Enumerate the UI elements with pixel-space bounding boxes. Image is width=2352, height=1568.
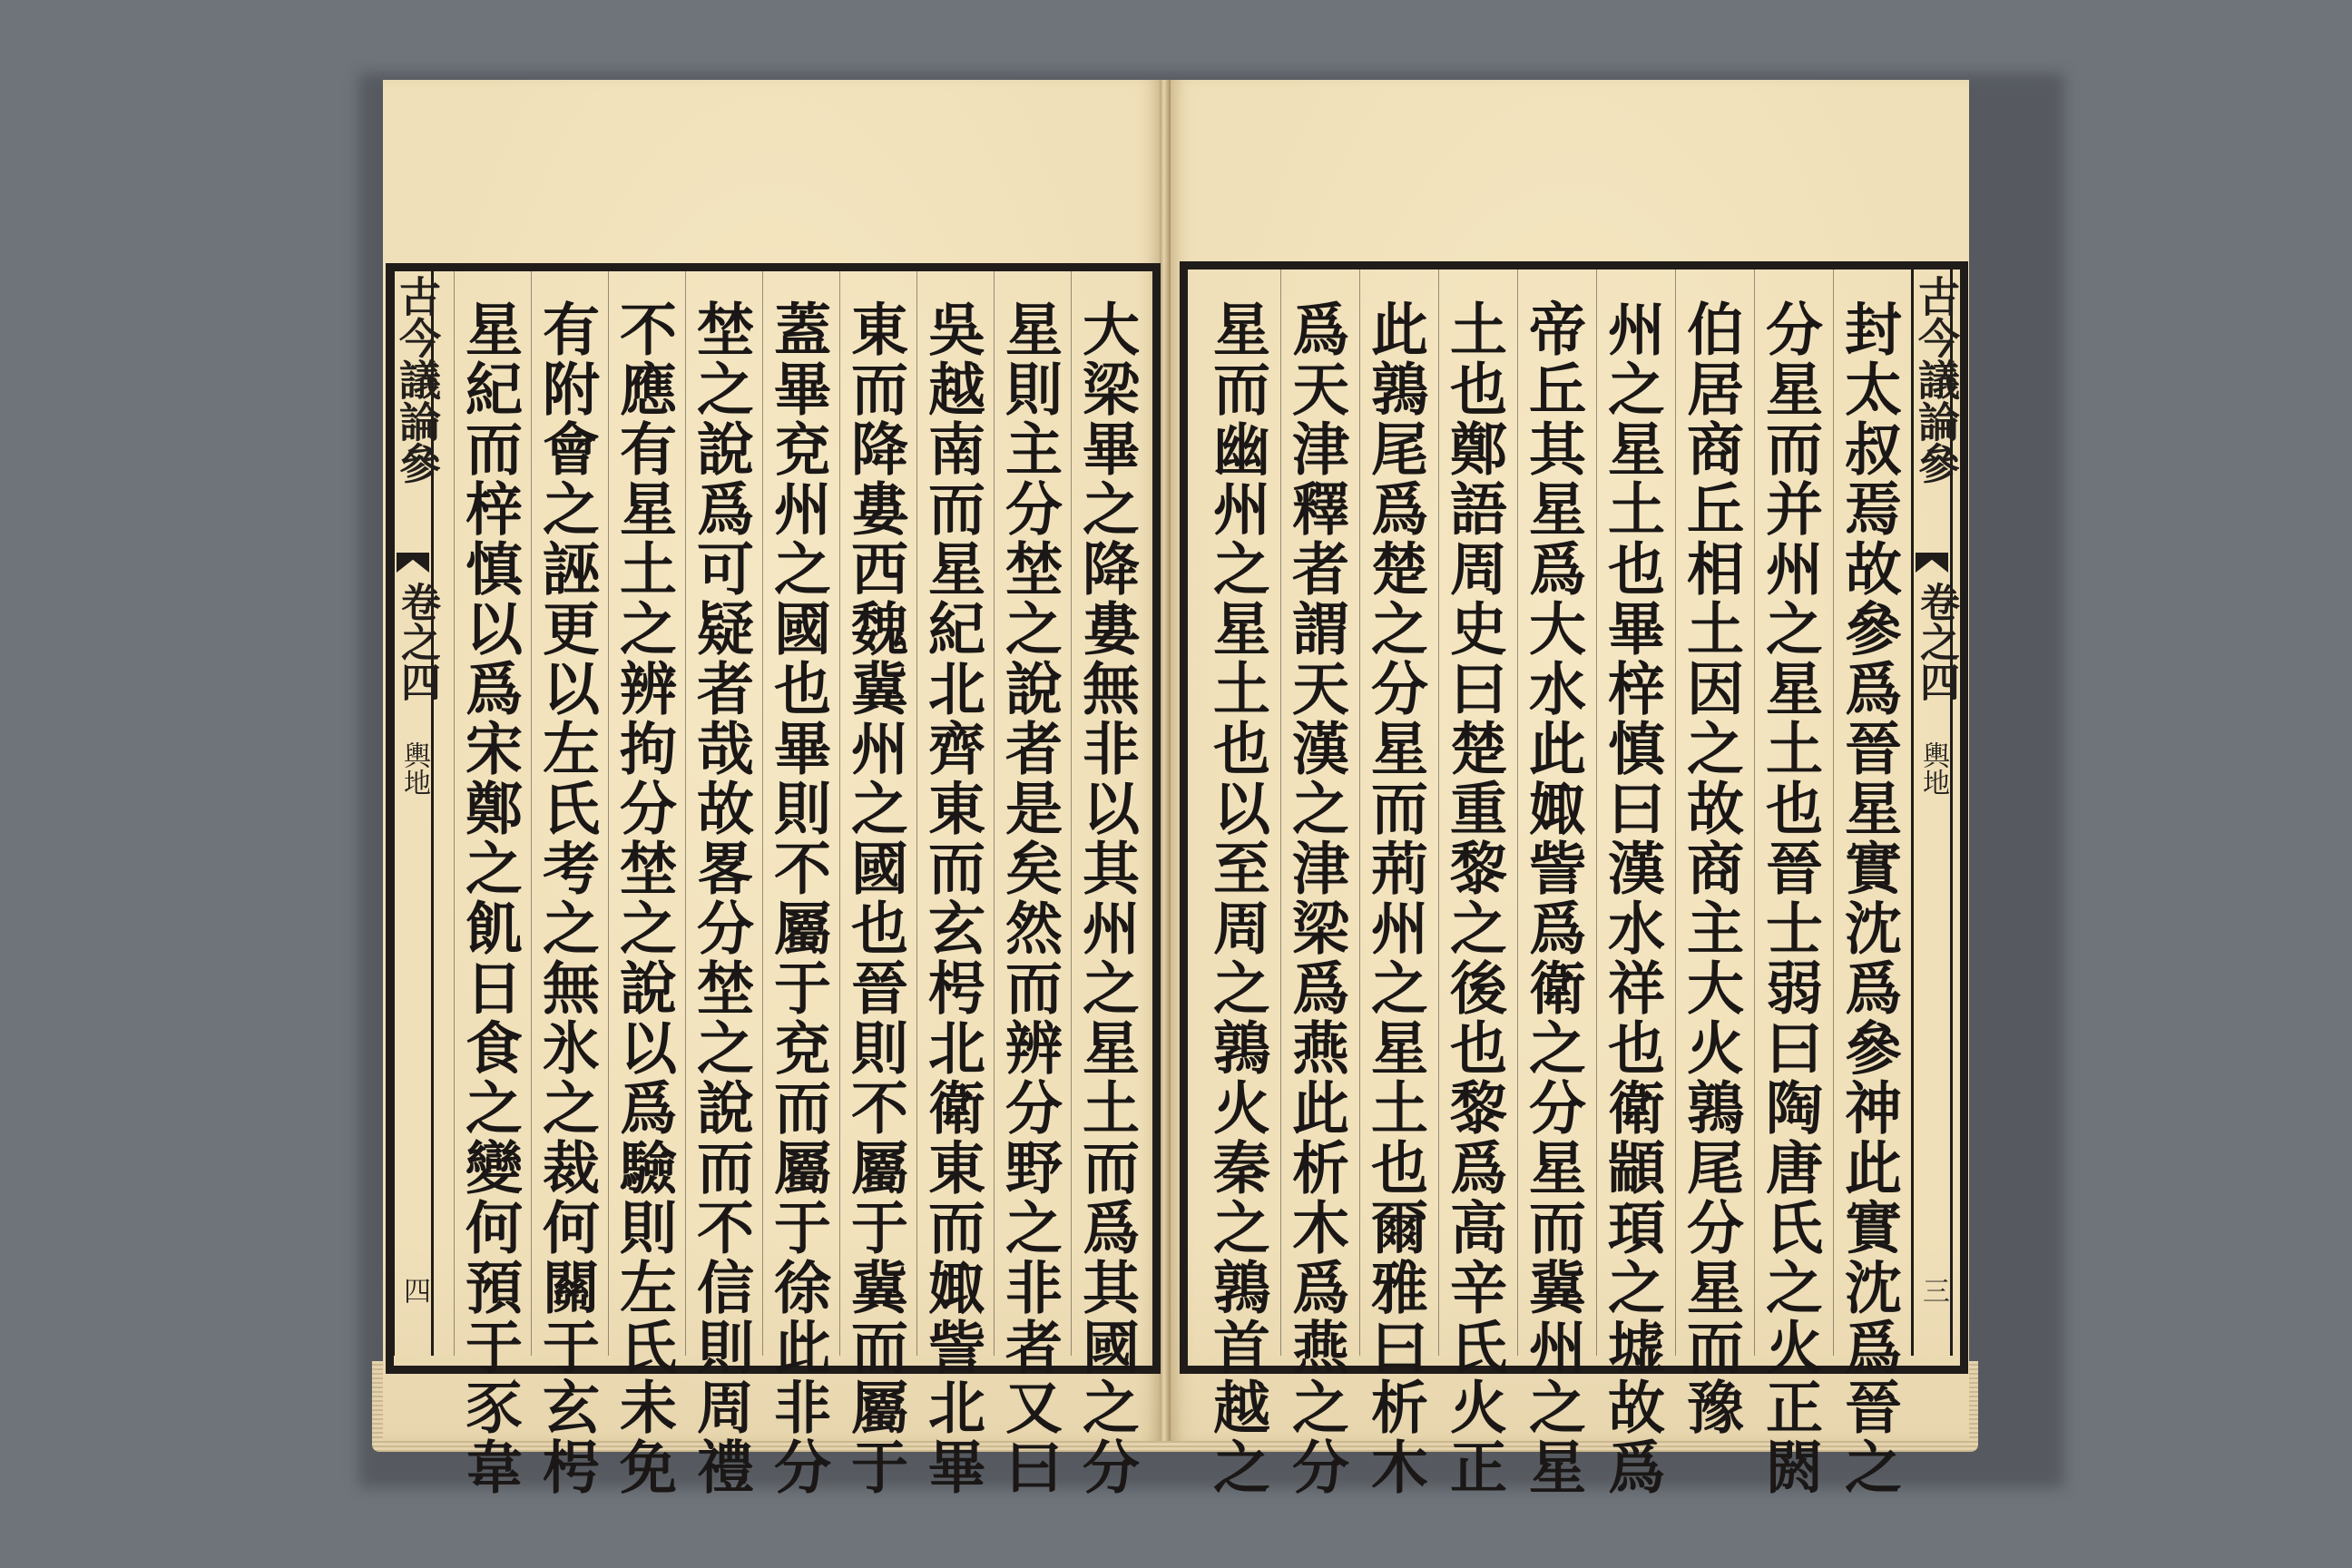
volume-label: 卷之四 [1913, 582, 1959, 701]
text-column: 大梁畢之降婁無非以其州之星土而爲其國之分 [1073, 299, 1141, 1497]
text-column: 不應有星土之辨拘分埜之說以爲驗則左氏未免 [611, 299, 678, 1497]
fish-tail-icon [1916, 553, 1948, 573]
column-rule [1833, 270, 1834, 1356]
column-rule [1438, 270, 1439, 1356]
column-rule [454, 270, 455, 1356]
section-label: 輿地 [398, 741, 430, 796]
text-column: 星紀而梓慎以爲宋鄭之飢日食之變何預于豕韋 [456, 299, 524, 1497]
section-label: 輿地 [1917, 741, 1949, 796]
text-column: 有附會之誣更以左氏考之無氷之裁何關于玄枵 [534, 299, 601, 1497]
column-rule [994, 270, 995, 1356]
left-banner [392, 270, 442, 1356]
column-rule [1675, 270, 1676, 1356]
folio-number: 四 [398, 1277, 430, 1304]
text-column: 州之星土也畢梓慎曰漢水祥也衛顓頊之墟故爲 [1599, 299, 1666, 1497]
text-column: 帝丘其星爲大水此娵訾爲衛之分星而冀州之星 [1520, 299, 1587, 1497]
book-gutter [1160, 80, 1171, 1441]
column-rule [1359, 270, 1360, 1356]
folio-number: 三 [1917, 1277, 1949, 1304]
text-column: 伯居商丘相土因之故商主大火鶉尾分星而豫 [1678, 299, 1745, 1437]
column-rule [531, 270, 532, 1356]
column-rule [762, 270, 763, 1356]
book-title: 古今議論參 [393, 275, 442, 484]
column-rule [1754, 270, 1755, 1356]
column-rule [608, 270, 609, 1356]
text-column: 埜之說爲可疑者哉故畧分埜之說而不信則周禮 [688, 299, 755, 1497]
book-title: 古今議論參 [1912, 275, 1961, 484]
right-banner [1911, 270, 1961, 1356]
column-rule [1596, 270, 1597, 1356]
column-rule [685, 270, 686, 1356]
column-rule [1517, 270, 1518, 1356]
text-column: 封太叔焉故參爲晉星實沈爲參神此實沈爲晉之 [1836, 299, 1903, 1497]
text-column: 蓋畢兗州之國也畢則不屬于兗而屬于徐此非分 [765, 299, 832, 1497]
text-column: 分星而并州之星土也晉士弱曰陶唐氏之火正閼 [1757, 299, 1824, 1497]
text-column: 東而降婁西魏冀州之國也晉則不屬于冀而屬于 [842, 299, 909, 1497]
text-column: 此鶉尾爲楚之分星而荊州之星土也爾雅曰析木 [1362, 299, 1429, 1497]
text-column: 爲天津釋者謂天漢之津梁爲燕此析木爲燕之分 [1283, 299, 1350, 1497]
column-rule [1280, 270, 1281, 1356]
text-column: 吳越南而星紀北齊東而玄枵北衛東而娵訾北畢 [919, 299, 986, 1497]
column-rule [1071, 270, 1072, 1356]
text-column: 土也鄭語周史曰楚重黎之後也黎爲高辛氏火正 [1441, 299, 1508, 1497]
column-rule [839, 270, 840, 1356]
column-rule [916, 270, 917, 1356]
text-column: 星而幽州之星土也以至周之鶉火秦之鶉首越之 [1204, 299, 1271, 1497]
volume-label: 卷之四 [394, 582, 440, 701]
fish-tail-icon [397, 553, 429, 573]
text-column: 星則主分埜之說者是矣然而辨分野之非者又曰 [996, 299, 1063, 1497]
